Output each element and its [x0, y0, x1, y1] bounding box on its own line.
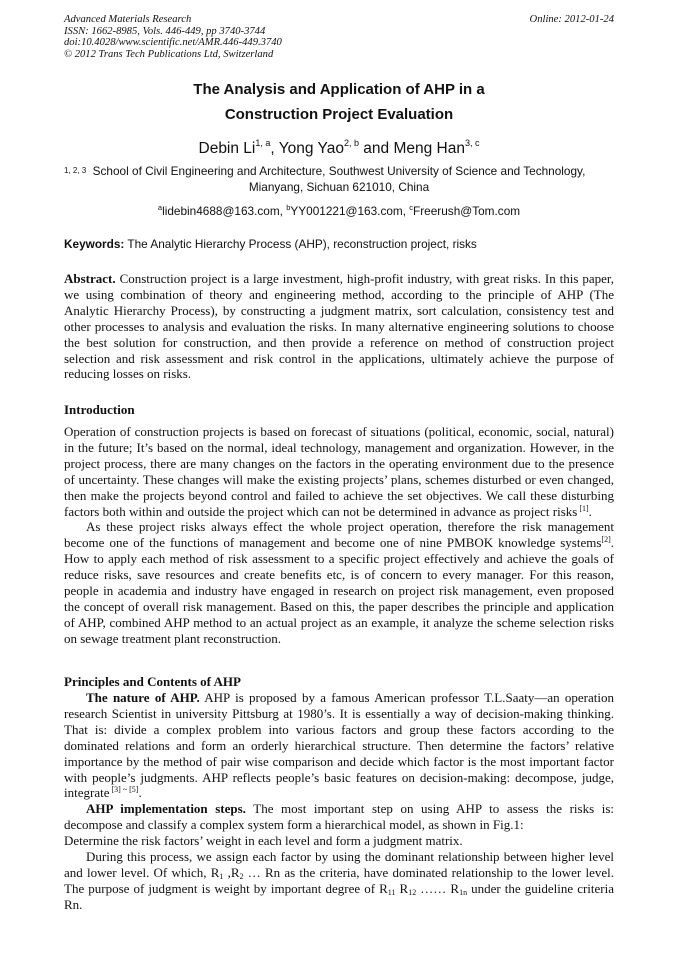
- author-1: Debin Li: [198, 140, 256, 157]
- nature-end: .: [138, 785, 142, 801]
- email-b[interactable]: YY001221@163.com,: [290, 204, 410, 218]
- intro-p2-text-b: . How to apply each method of risk assessment to a specific project effectively and achieve the goals of reduce risks, save resources and create benefits etc, is of concern to every manager. For this reason, people in academia and industry have engaged in research on project risk management, even proposed the concept of overall risk management. Based on this, the paper describes the principle and application of AHP, combined AHP method to an actual project as an example, it analyze the scheme selection risks on sewage treatment plant reconstruction.: [64, 535, 614, 646]
- keywords-label: Keywords:: [64, 237, 125, 251]
- affiliation-numbers: 1, 2, 3: [64, 166, 87, 175]
- process-text-d: R: [395, 880, 409, 896]
- process-text-a: During this process, we assign each factor by using the dominant relationship between higher level and lower level. Of which, R: [64, 849, 614, 880]
- process-text-c: … Rn as the criteria, have dominated relationship to the lower level. The purpose of judgment is weight by important degree of R: [64, 864, 614, 896]
- journal-name: Advanced Materials Research: [64, 14, 192, 25]
- citation-ref: [3] ~ [5]: [109, 785, 139, 795]
- doi-line: doi:10.4028/www.scientific.net/AMR.446-449.3740: [64, 37, 282, 49]
- citation-ref: [2]: [601, 535, 611, 545]
- nature-paragraph: [64, 690, 614, 801]
- email-a[interactable]: lidebin4688@163.com,: [162, 204, 287, 218]
- author-2: Yong Yao: [278, 140, 344, 157]
- affiliation-line-1: School of Civil Engineering and Architecture, Southwest University of Science and Technology,: [92, 164, 586, 178]
- citation-ref: [1]: [577, 503, 589, 513]
- process-text-e: …… R: [416, 880, 460, 896]
- abstract-text: Construction project is a large investment, high-profit industry, with great risks. In this paper, we using combination of theory and engineering method, according to the principle of AHP (The Analytic Hierarchy Process), by constructing a judgment matrix, sort calculation, consistency test and other processes to analysis and evaluation the risks. In many alternative engineering solutions to choose the best solution for construction, and then provide a reference on method of construction project selection and risk assessment and risk control in the applications, ultimately achieve the purpose of reducing losses on risks.: [64, 271, 614, 382]
- abstract: [64, 271, 614, 382]
- process-text-b: ,R: [223, 864, 240, 880]
- author-2-affil: 2, b: [343, 138, 359, 148]
- email-c[interactable]: Freerush@Tom.com: [413, 204, 521, 218]
- affiliation-line-2: Mianyang, Sichuan 621010, China: [248, 180, 430, 194]
- intro-paragraph-1: [64, 424, 614, 519]
- author-3-affil: 3, c: [464, 138, 480, 148]
- introduction-body: [64, 424, 614, 647]
- implementation-paragraph: [64, 801, 614, 833]
- author-and: and: [358, 140, 394, 157]
- keywords: [64, 237, 614, 251]
- author-emails: [0, 203, 678, 218]
- subscript: 1: [219, 871, 224, 881]
- paper-title-line-1: The Analysis and Application of AHP in a: [193, 81, 485, 98]
- subscript: 12: [408, 887, 417, 897]
- issn-line: ISSN: 1662-8985, Vols. 446-449, pp 3740-3744: [64, 25, 266, 37]
- email-c-marker: c: [409, 203, 414, 212]
- author-3: Meng Han: [393, 140, 465, 157]
- subscript: 2: [239, 871, 244, 881]
- subscript: 1n: [459, 887, 468, 897]
- journal-header: [64, 14, 282, 60]
- implementation-line-2: Determine the risk factors’ weight in each level and form a judgment matrix.: [64, 833, 463, 849]
- abstract-label: Abstract.: [64, 271, 116, 286]
- online-date: Online: 2012-01-24: [529, 14, 614, 25]
- process-text-f: under the guideline criteria Rn.: [64, 880, 615, 912]
- subscript: 11: [387, 887, 396, 897]
- implementation-text: The most important step on using AHP to assess the risks is: decompose and classify a complex system form a hierarchical model, as shown in Fig.1:: [64, 801, 614, 833]
- author-1-affil: 1, a: [255, 138, 271, 148]
- process-paragraph: [64, 849, 614, 913]
- author-separator: ,: [270, 140, 279, 157]
- intro-p1-end: .: [588, 503, 592, 519]
- affiliation: [64, 163, 614, 195]
- principles-body: [64, 690, 614, 913]
- intro-paragraph-2: [64, 519, 614, 646]
- implementation-label: AHP implementation steps.: [86, 801, 246, 817]
- intro-p1-text: Operation of construction projects is based on forecast of situations (political, economic, social, natural) in the future; It’s based on the normal, ideal technology, management and organization. However, in the project process, there are many changes on the factors in the operating environment due to the presence of uncertainty. These changes will make the existing projects’ plans, schemes disturbed or even changed, then make the projects beyond control and failed to achieve the set objectives. We call these disturbing factors both within and outside the project which can not be determined in advance as project risks: [64, 424, 614, 519]
- email-b-marker: b: [286, 203, 291, 212]
- nature-text: AHP is proposed by a famous American professor T.L.Saaty—an operation research Scientist in university Pittsburg at 1980’s. It is essentially a way of decision-making thinking. That is: divide a complex problem into various factors and group these factors according to the dominated relations and form an orderly hierarchical structure. Then determine the factors’ relative importance by the method of pair wise comparison and decide which factor is the most important factor with people’s judgments. AHP reflects people’s basic features on decision-making: decompose, judge, integrate: [64, 690, 615, 801]
- section-heading-principles: Principles and Contents of AHP: [64, 674, 241, 689]
- email-a-marker: a: [157, 203, 163, 212]
- keywords-text: The Analytic Hierarchy Process (AHP), reconstruction project, risks: [124, 237, 477, 251]
- intro-p2-text-a: As these project risks always effect the whole project operation, therefore the risk management become one of the functions of management and become one of nine PMBOK knowledge systems: [64, 519, 614, 551]
- nature-label: The nature of AHP.: [86, 690, 200, 705]
- author-list: [0, 138, 678, 158]
- section-heading-introduction: Introduction: [64, 402, 135, 417]
- copyright-line: © 2012 Trans Tech Publications Ltd, Switzerland: [64, 48, 274, 60]
- paper-title-line-2: Construction Project Evaluation: [224, 106, 454, 123]
